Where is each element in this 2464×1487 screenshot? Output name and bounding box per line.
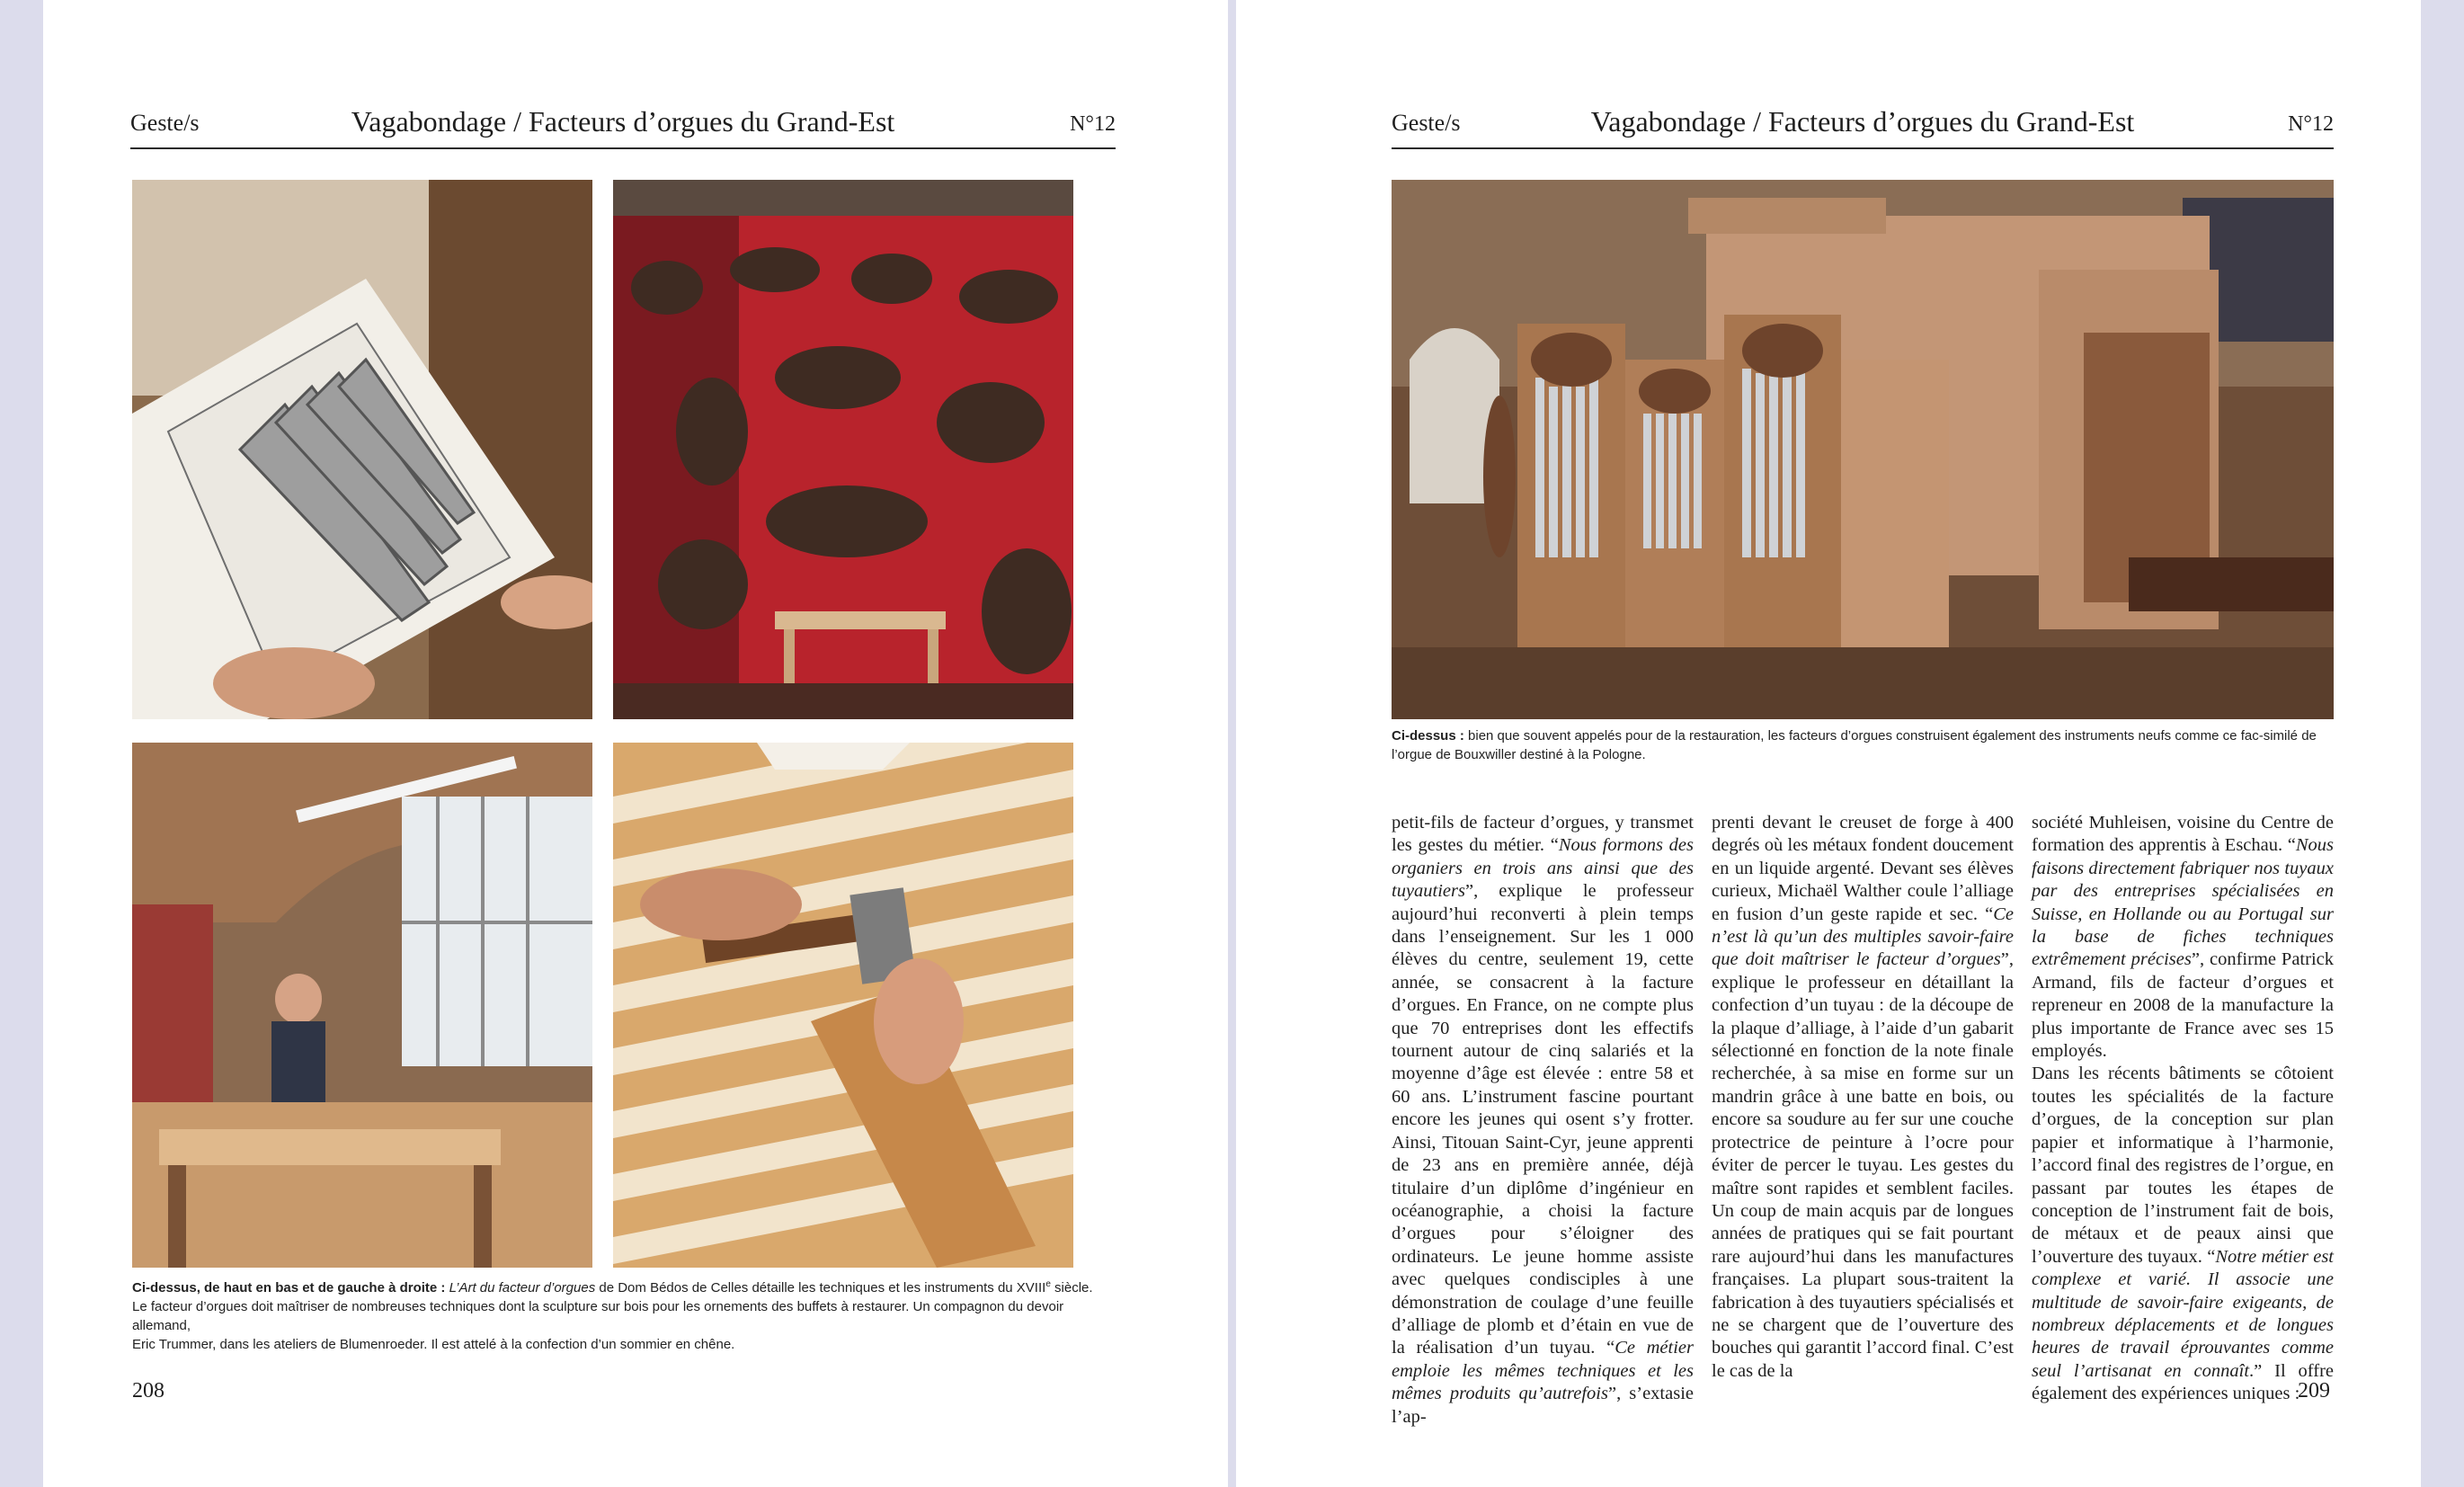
col1-quote-2: Ce métier emploie les mêmes techniques et les mêmes produits qu’autrefois <box>1392 1338 1694 1404</box>
col1-quote-1: Nous formons des organiers en trois ans ainsi que des tuyautiers <box>1392 835 1695 902</box>
body-column-2 <box>1712 812 2014 1383</box>
left-header-title: Vagabondage / Facteurs d’orgues du Grand-Est <box>351 105 895 138</box>
right-header-issue: N°12 <box>2288 112 2334 136</box>
right-caption-lead: Ci-dessus : <box>1392 728 1464 744</box>
col3-quote-1: Nous faisons directement fabriquer nos tuyaux par des entreprises spécialisées en Suisse, en Hollande ou au Portugal sur la base de fiches techniques extrêmement précises <box>2032 835 2334 970</box>
col1-text-c: ”, s’extasie l’ap- <box>1392 1384 1695 1427</box>
col3-text-c: .” Il offre également des expériences uniques : <box>2032 1360 2334 1404</box>
left-caption-text-2: siècle. <box>1054 1280 1093 1296</box>
left-caption-book-title: L’Art du facteur d’orgues <box>449 1280 596 1296</box>
left-caption-line-3: Eric Trummer, dans les ateliers de Blumenroeder. Il est attelé à la confection d’un sommier en chêne. <box>132 1337 735 1352</box>
col2-text-b: ”, explique le professeur en détaillant la confection d’un tuyau : de la découpe de la plaque d’alliage, à l’aide d’un gabarit sélectionné en fonction de la note finale recherchée, à sa mise en forme sur un mandrin grâce à une batte en bois, ou encore sa soudure au fer sur une couche protectrice de peinture à l’ocre pour éviter de percer le tuyau. Les gestes du maître sont rapides et semblent faciles. Un coup de main acquis par de longues années de pratiques qui se fait pourtant rare aujourd’hui dans les manufactures françaises. La plupart sous-traitent la fabrication à des tuyautiers spécialisés et ne se chargent que de l’ouverture des bouches qui garantit l’accord final. C’est le cas de la <box>1712 949 2014 1381</box>
right-page <box>1236 0 2421 1487</box>
left-page <box>43 0 1228 1487</box>
right-caption <box>1392 726 2334 764</box>
left-caption-lead: Ci-dessus, de haut en bas et de gauche à droite : <box>132 1280 446 1296</box>
right-running-header <box>1392 104 2334 149</box>
col3-text-a: société Muhleisen, voisine du Centre de formation des apprentis à Eschau. “ <box>2032 813 2334 856</box>
photo-hammer-sommier <box>613 743 1073 1268</box>
right-header-section: Geste/s <box>1392 110 1461 136</box>
photo-workshop <box>132 743 592 1268</box>
left-caption-line-2: Le facteur d’orgues doit maîtriser de nombreuses techniques dont la sculpture sur bois pour les ornements des buffets à restaurer. Un compagnon du devoir allemand, <box>132 1299 1064 1333</box>
left-caption-text-1: de Dom Bédos de Celles détaille les techniques et les instruments du XVIII <box>599 1280 1046 1296</box>
left-running-header <box>130 104 1116 149</box>
left-folio: 208 <box>132 1379 165 1402</box>
right-caption-text: bien que souvent appelés pour de la restauration, les facteurs d’orgues construisent également des instruments neufs comme ce fac-similé de l’orgue de Bouxwiller destiné à la Pologne. <box>1392 728 2317 762</box>
right-header-title: Vagabondage / Facteurs d’orgues du Grand-Est <box>1590 105 2135 138</box>
body-column-3 <box>2032 812 2334 1406</box>
col1-text-b: ”, explique le professeur aujourd’hui reconverti à plein temps dans l’enseignement. Sur les 1 000 élèves du centre, seulement 19, cette année, se consacrent à la facture d’orgues. En France, on ne compte plus que 70 entreprises dont les effectifs tournent autour de cinq salariés et la moyenne d’âge est élevée : entre 58 et 60 ans. L’instrument fascine pourtant encore les jeunes qui osent s’y frotter. Ainsi, Titouan Saint-Cyr, jeune apprenti de 23 ans en première année, déjà titulaire d’un diplôme d’ingénieur en océanographie, a choisi la facture d’orgues pour s’éloigner des ordinateurs. Le jeune homme assiste avec quelques condisciples à une démonstration de coulage d’une feuille d’alliage de plomb et d’étain en vue de la réalisation d’un tuyau. “ <box>1392 881 1694 1358</box>
col1-text-a: petit-fils de facteur d’orgues, y transmet les gestes du métier. “ <box>1392 813 1694 856</box>
left-caption <box>132 1275 1121 1354</box>
col3-quote-2: Notre métier est complexe et varié. Il associe une multitude de savoir-faire exigeants, de nombreux déplacements et de longues heures de travail éprouvantes comme seul l’artisanat en connaît <box>2032 1246 2335 1381</box>
body-column-1 <box>1392 812 1694 1429</box>
col2-text-a: prenti devant le creuset de forge à 400 degrés où les métaux fondent doucement en un liquide argenté. Devant ses élèves curieux, Michaël Walther coule l’alliage en fusion d’un geste rapide et sec. “ <box>1712 813 2014 924</box>
col3-text-b: ”, confirme Patrick Armand, fils de facteur d’orgues et repreneur en 2008 de la manufacture la plus importante de France avec ses 15 employés. <box>2032 949 2334 1062</box>
left-header-issue: N°12 <box>1070 112 1116 136</box>
right-folio: 209 <box>2298 1379 2330 1402</box>
photo-carved-ornaments <box>613 180 1073 719</box>
left-header-section: Geste/s <box>130 110 200 136</box>
col2-quote-1: Ce n’est là qu’un des multiples savoir-faire que doit maîtriser le facteur d’orgues <box>1712 904 2014 970</box>
photo-organ-facsimile <box>1392 180 2334 719</box>
col3-text-p2a: Dans les récents bâtiments se côtoient toutes les spécialités de la facture d’orgues, de la conception sur plan papier et informatique à l’harmonie, l’accord final des registres de l’orgue, en passant par toutes les étapes de conception de l’instrument fait de bois, de métaux et de peaux ainsi que l’ouverture des tuyaux. “ <box>2032 1064 2334 1267</box>
left-caption-superscript: e <box>1045 1279 1051 1289</box>
photo-engraving-book <box>132 180 592 719</box>
